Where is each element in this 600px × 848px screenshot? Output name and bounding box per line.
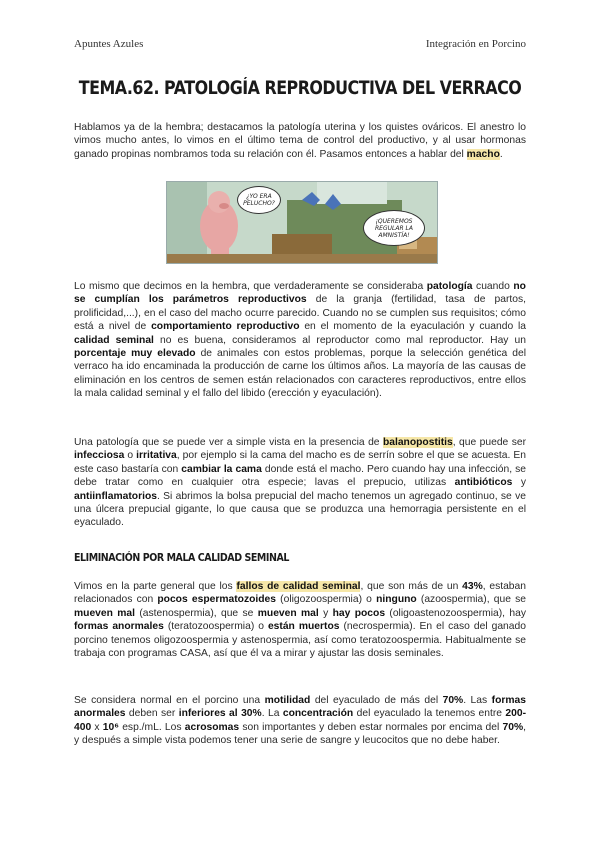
speech-bubble-left: ¿YO ERA PELUCHO? (237, 186, 281, 214)
page-title: TEMA.62. PATOLOGÍA REPRODUCTIVA DEL VERRACO (78, 78, 522, 99)
paragraph-pathology: Lo mismo que decimos en la hembra, que verdaderamente se consideraba patología cuando no se cumplían los parámetros reproductivos de la granja (fertilidad, tasa de partos, prolificidad,...), en el caso del macho ocurre parecido. Cuando no se cumplen sus requisitos; cómo está a nivel de comportamiento reproductivo en el momento de la eyaculación y cuando la calidad seminal no es buena, consideramos al reproductor como mal reproductor. Hay un porcentaje muy elevado de animales con estos problemas, porque la selección genética del verraco ha ido encaminada la producción de carne los últimos años. La mayoría de las causas de eliminación en los centros de semen están relacionados con caracteres reproductivos, entre ellos la mala calidad seminal y el fallo del libido (erección y eyaculación). (74, 281, 526, 400)
paragraph-seminal-quality: Vimos en la parte general que los fallos de calidad seminal, que son más de un 43%, estaban relacionados con pocos espermatozoides (oligozoospermia) o ninguno (azoospermia), que se mueven mal (astenospermia), que se mueven mal y hay pocos (oligoastenozoospermia), hay formas anormales (teratozoospermia) o están muertos (necrospermia). En el caso del ganado porcino tenemos oligozoospermia y astenospermia, así como teratozoospermia. Habitualmente se trabaja con programas CASA, así que él va a mirar y ajustar las dosis seminales. (74, 581, 526, 660)
paragraph-normal-values: Se considera normal en el porcino una motilidad del eyaculado de más del 70%. Las formas anormales deben ser inferiores al 30%. La concentración del eyaculado la tenemos entre 200-400 x 10⁶ esp./mL. Los acrosomas son importantes y deben estar normales por encima del 70%, y después a simple vista podemos tener una serie de sangre y leucocitos que no debe haber. (74, 695, 527, 747)
header-left: Apuntes Azules (74, 38, 144, 50)
paragraph-balanopostitis: Una patología que se puede ver a simple vista en la presencia de balanopostitis, que puede ser infecciosa o irritativa, por ejemplo si la cama del macho es de serrín sobre el que se acuesta. En este caso bastaría con cambiar la cama donde está el macho. Pero cuando hay una infección, se debe tratar como en cualquier otra especie; lavas el prepucio, utilizas antibióticos y antiinflamatorios. Si abrimos la bolsa prepucial del macho tenemos un agregado continuo, se ve una úlcera prepucial gigante, lo que causa que se produzca una hemorragia persistente en el eyaculado. (74, 437, 527, 529)
speech-bubble-right: ¡QUEREMOS REGULAR LA AMNISTÍA! (363, 210, 425, 246)
section-heading: ELIMINACIÓN POR MALA CALIDAD SEMINAL (74, 551, 289, 564)
paragraph-intro: Hablamos ya de la hembra; destacamos la patología uterina y los quistes ováricos. El anestro lo vimos mucho antes, lo vimos en el último tema de control del productivo, y al usar hormonas ganado propinas nombramos toda su relación con él. Pasamos entonces a hablar del macho. (74, 122, 526, 160)
comic-illustration (166, 181, 438, 264)
header-right: Integración en Porcino (425, 38, 526, 50)
